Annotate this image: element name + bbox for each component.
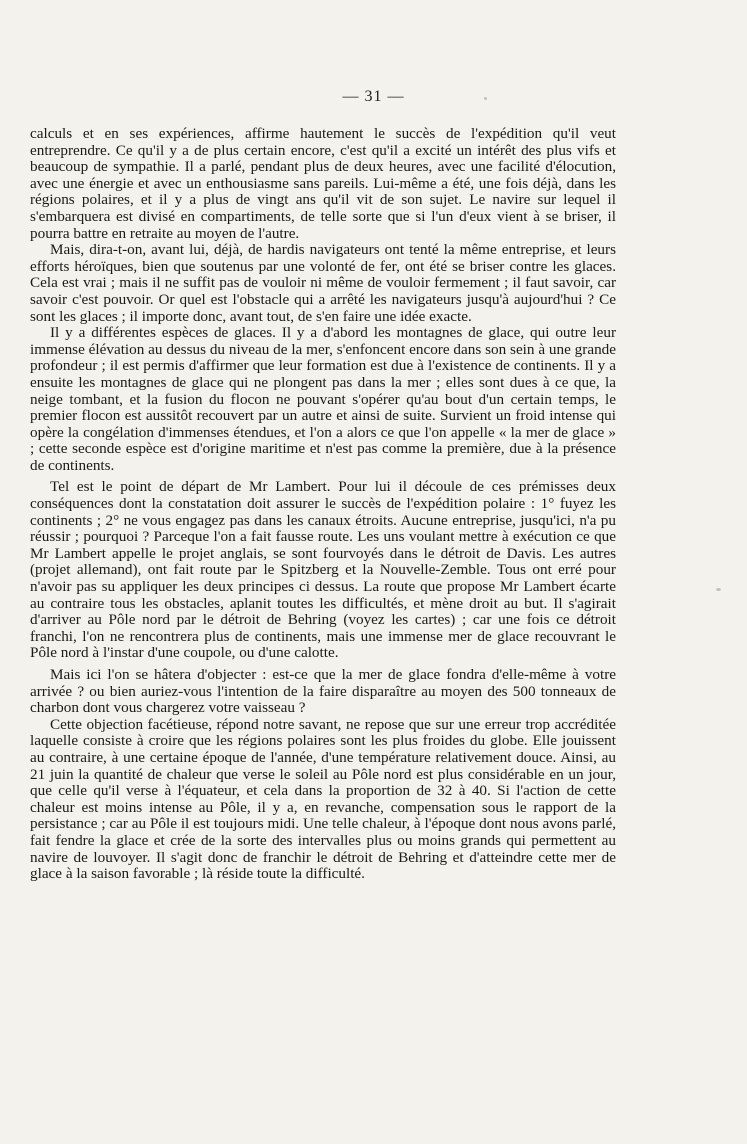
ink-speck — [484, 97, 487, 100]
page-number: — 31 — — [342, 88, 405, 105]
ink-speck — [716, 588, 721, 591]
paragraph: Cette objection facétieuse, répond notre savant, ne repose que sur une erreur trop accréditée laquelle consiste à croire que les régions polaires sont les plus froides du globe. Elle jouissent au contraire, à une certaine époque de l'année, d'une température relativement douce. Ainsi, au 21 juin la quantité de chaleur que verse le soleil au Pôle nord est plus considérable en un jour, que celle qu'il verse à l'équateur, et cela dans la proportion de 32 à 40. Si l'action de cette chaleur est moins intense au Pôle, il y a, en revanche, compensation sous le rapport de la persistance ; car au Pôle il est toujours midi. Une telle chaleur, à l'époque dont nous avons parlé, fait fendre la glace et crée de la sorte des intervalles plus ou moins grands qui permettent au navire de louvoyer. Il s'agit donc de franchir le détroit de Behring et d'atteindre cette mer de glace à la saison favorable ; là réside toute la difficulté. — [30, 715, 616, 883]
paragraph: Mais ici l'on se hâtera d'objecter : est-ce que la mer de glace fondra d'elle-même à votre arrivée ? ou bien auriez-vous l'intention de la faire disparaître au moyen des 500 tonneaux de charbon dont vous chargerez votre vaisseau ? — [30, 666, 616, 717]
paragraph: Il y a différentes espèces de glaces. Il y a d'abord les montagnes de glace, qui outre leur immense élévation au dessus du niveau de la mer, s'enfoncent encore dans son sein à une grande profondeur ; il est permis d'affirmer que leur formation est due à l'existence de continents. Il y a ensuite les montagnes de glace qui ne plongent pas dans la mer ; elles sont dues à ce que, la neige tombant, et la fusion du flocon ne pouvant s'opérer qu'au bout d'un certain temps, le premier flocon est aussitôt recouvert par un autre et ainsi de suite. Survient un froid intense qui opère la congélation d'immenses étendues, et l'on a alors ce que l'on appelle « la mer de glace » ; cette seconde espèce est d'origine maritime et n'est pas comme la première, due à la présence de continents. — [30, 324, 616, 474]
paragraph: calculs et en ses expériences, affirme hautement le succès de l'expédition qu'il veut entreprendre. Ce qu'il y a de plus certain encore, c'est qu'il a excité un intérêt des plus vifs et beaucoup de sympathie. Il a parlé, pendant plus de deux heures, avec une facilité d'élocution, avec une énergie et avec un enthousiasme sans pareils. Lui-même a été, une fois déjà, dans les régions polaires, et il y a plus de vingt ans qu'il vit de son sujet. Le navire sur lequel il s'embarquera est divisé en compartiments, de telle sorte que si l'un d'eux vient à se briser, il pourra battre en retraite au moyen de l'autre. — [30, 125, 616, 242]
body-text — [30, 126, 616, 883]
paragraph: Tel est le point de départ de Mr Lambert. Pour lui il découle de ces prémisses deux conséquences dont la constatation doit assurer le succès de l'expédition polaire : 1° fuyez les continents ; 2° ne vous engagez pas dans les canaux étroits. Aucune entreprise, jusqu'ici, n'a pu réussir ; pourquoi ? Parceque l'on a fait fausse route. Les uns voulant mettre à exécution ce que Mr Lambert appelle le projet anglais, se sont fourvoyés dans le détroit de Davis. Les autres (projet allemand), ont fait route par le Spitzberg et la Nouvelle-Zemble. Tous ont erré pour n'avoir pas su appliquer les deux principes ci dessus. La route que propose Mr Lambert écarte au contraire tous les obstacles, aplanit toutes les difficultés, et mène droit au but. Il s'agirait d'arriver au Pôle nord par le détroit de Behring (voyez les cartes) ; car une fois ce détroit franchi, l'on ne rencontrera plus de continents, mais une immense mer de glace recouvrant le Pôle nord à l'instar d'une coupole, ou d'une calotte. — [30, 478, 616, 662]
paragraph: Mais, dira-t-on, avant lui, déjà, de hardis navigateurs ont tenté la même entreprise, et leurs efforts héroïques, bien que soutenus par une volonté de fer, ont été se briser contre les glaces. Cela est vrai ; mais il ne suffit pas de vouloir ni même de vouloir fermement ; il faut savoir, car savoir c'est pouvoir. Or quel est l'obstacle qui a arrêté les navigateurs jusqu'à aujourd'hui ? Ce sont les glaces ; il importe donc, avant tout, de s'en faire une idée exacte. — [30, 241, 616, 325]
